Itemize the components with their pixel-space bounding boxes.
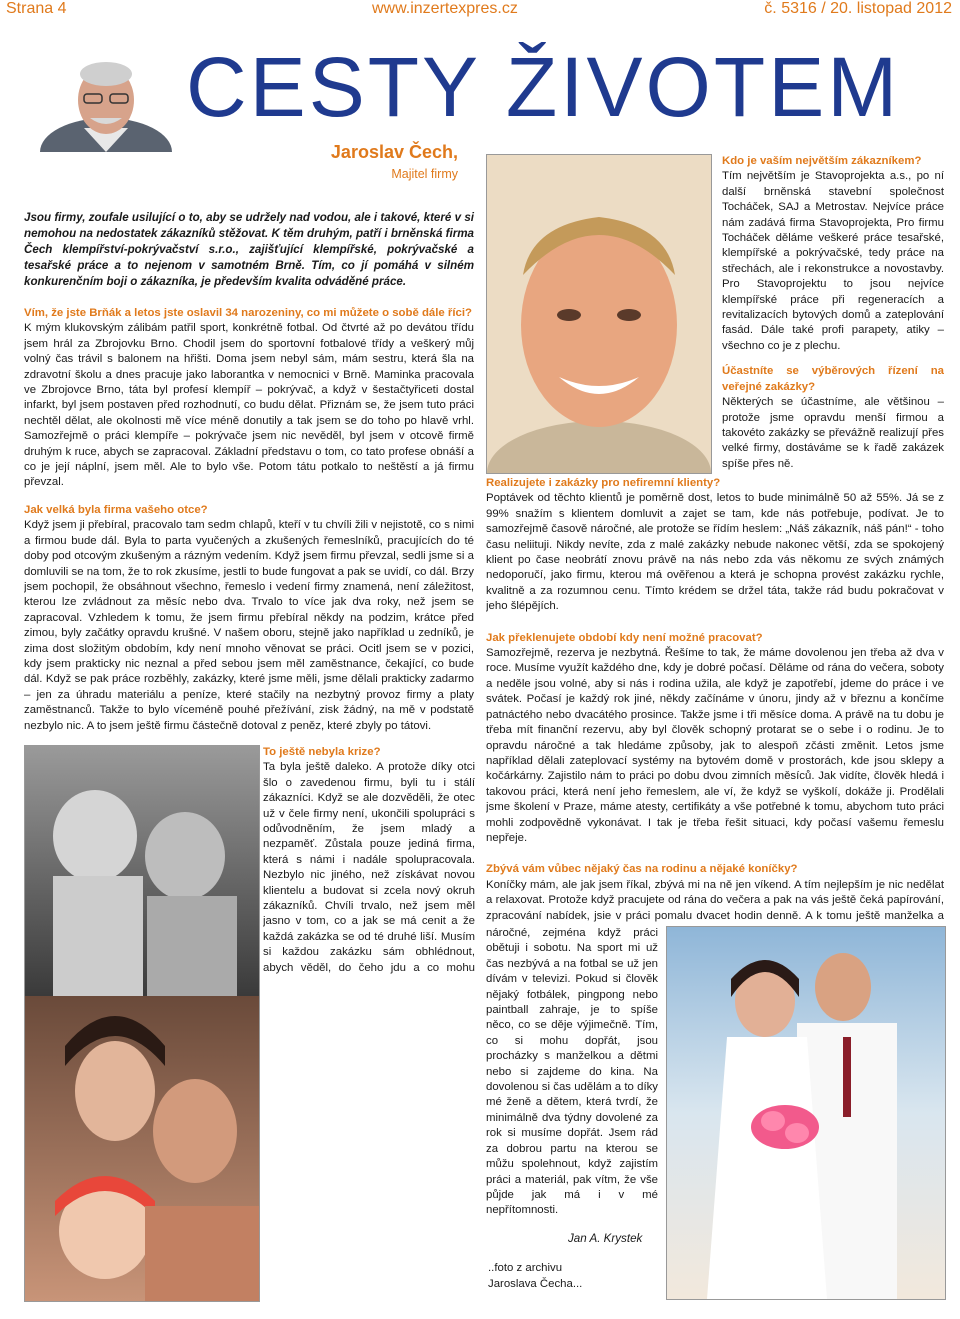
- answer-family-hobbies-start: Koníčky mám, ale jak jsem říkal, zbývá mi na ně jen víkend. A tím nejlepším je nic nedělat a relaxovat. Protože když pracujete od rána do večera a pak na vás ještě čeká papírování, zpracování nabídek, jsie v práci pomalu dvacet hodin denně. A k tomu ještě manželka a: [486, 878, 944, 922]
- family-photo: [24, 745, 260, 1302]
- column-3-wide: [486, 476, 944, 926]
- answer-off-season: Samozřejmě, rezerva je nezbytná. Řešíme to tak, že máme dovolenou jen třeba až dva v roce. Musíme využít každého dne, kdy je dobré počasí. Děláme od rána do večera, soboty a neděle jsou volné, aby si nás i rodina užila, ale když je zapotřebí, jdeme do práce i ve svátek. Počasí je každý rok jiné, někdy začínáme v únoru, jindy až v březnu a končíme patnáctého nebo dvacátého prosince. Takže jsme i tři měsíce doma. A právě na tu dobu je třeba mít finanční rezervu, aby byl člověk schopný protarat se o sebe i o rodinu. Je to opravdu náročné a tak hledáme způsoby, jak to alespoň zčásti změnit. Letos jsme například dělali zateplovací systémy na bytovém domě v prostorách, kde jsou sklepy a kočárkárny. Zajistilo nám to práci po dobu dvou zimních měsíců. Jak vidíte, člověk hledá i takovou práci, která není jeho řemeslem, ale ví, že když se vyškolí, dokáže ji. Prodělali jsme školení v Praze, máme atesty, certifikáty a vše potřebné k tomu, abychom tuto práci mohli zodpovědně vykonávat. I tak je třeba řešit situaci, kdy počasí vašemu řemeslu nepřeje.: [486, 647, 944, 844]
- photo-credit-line-1: ..foto z archivu: [488, 1262, 563, 1274]
- answer-birthday: K mým klukovským zálibám patřil sport, konkrétně fotbal. Od čtvrté až po devátou třídu jsem hrál za Zbrojovku Brno. Chodil jsem do sportovní fotbalové třídy a veškerý můj volný čas trávil s balonem na hřišti. Doma jsem nebyl sám, mám sestru, která šla na zdravotní školu a dnes pracuje jako laborantka v nemocnici v Brně. Maminka pracovala ve Zbrojovce Brno, táta byl profesí klempíř – pokrývač, a když v šestačtyřiceti dostal infarkt, byl jsem postaven před rozhodnutí, co budu dělat. Přiznám se, že jsem tuto práci nechtěl dělat, ale okolnosti mě více méně donutily a tak jsem se do toho po hlavě vrhl. Samozřejmě o práci klempíře – pokrývače jsem nic nevěděl, byl jsem v otcově firmě druhým k ruce, abych se zapracoval. Základní představu o tom, co tato profese obnáší a co je její náplní, jsem měl. Ale to bylo vše. Potom tátu potkalo to neštěstí a já firmu převzal.: [24, 322, 474, 489]
- portrait-young-photo: [486, 154, 712, 474]
- byline-name: Jaroslav Čech,: [330, 142, 458, 162]
- answer-family-hobbies-continued: náročné, zejména když práci obětuji i sobotu. Na sport mi už čas nezbývá a na fotbal se už jen dívám v televizi. Pokud si člověk nějaký fotbálek, pingpong nebo paintball zahraje, je to spíše něco, co se děje výjimečně. Tím, co si mohu dopřát, jsou procházky s manželkou a dětmi nebo si zajdeme do kina. Na dovolenou si čas udělám a to díky mé ženě a dětem, která tvrdí, že minimálně dva týdny dovolené za rok si musíme dopřát. Jsem rád za dobrou partu na kterou se můžu spolehnout, když zajistím práci a materiál, pak vítm, že vše půjde jak má i v mé nepřítomnosti.: [486, 927, 658, 1217]
- question-birthday: Vím, že jste Brňák a letos jste oslavil 34 narozeniny, co mi můžete o sobě dále říci?: [24, 307, 472, 319]
- wedding-photo: [666, 926, 946, 1300]
- spacer: [486, 846, 944, 862]
- website-url[interactable]: www.inzertexpres.cz: [372, 0, 518, 17]
- lead-paragraph: Jsou firmy, zoufale usilující o to, aby se udržely nad vodou, ale i takové, které v si nemohou na nedostatek zákazníků stěžovat. K těm druhým, patří i brněnská firma Čech klempířství-pokrývačství s.r.o., zajišťující klempířské, pokrývačské a tesařské práce a to nejenom v samotném Brně. Tím, co jí pomáhá v silném konkurenčním boji o zákazníka, je především kvalita odváděné práce.: [24, 211, 474, 288]
- spacer: [24, 491, 474, 503]
- column-3-narrow-bottom: [486, 926, 658, 1220]
- issue-date: č. 5316 / 20. listopad 2012: [764, 0, 952, 17]
- answer-crisis: Ta byla ještě daleko. A protože díky otci šlo o zavedenou firmu, byli tu i stálí zákazníci. Když se ale dozvěděli, že otec už v čele firmy není, ukončili spolupráci s odůvodněním, že jsem mladý a nezpaměť. Zůstala pouze jediná firma, která s námi i nadále spolupracovala. Nezbylo nic jiného, než získávat novou klientelu a budovat si zcela nový okruh zákazníků. Chvíli trvalo, než jsem měl jasno v tom, co a jak se má cenit a že každá zakázka se od té druhé liší. Musím si každou zakázku sám obhlédnout, abych věděl, do čeho jdu a co mohu: [263, 761, 475, 974]
- answer-public-tenders: Některých se účastníme, ale většinou – protože jsme opravdu menší firmou a takovéto zakázky se převážně realizují přes velké firmy, dostáváme se k řadě zakázek spíše přes ně.: [722, 396, 944, 470]
- answer-biggest-client: Tím největším je Stavoprojekta a.s., po ní další brněnská stavební společnost Tocháček, SAJ a Metrostav. Nejvíce práce nám zadává firma Stavoprojekta, Pro firmu Tocháček děláme veškeré práce tesařské, klempířské a pokrývačské, tedy práce na střechách, ale i rekonstrukce a novostavby. Pro Stavoprojektu to jsou nejvíce klempířské práce při regeneracích a revitalizacích bytových domů a zateplování fasád. Dále také profi parapety, atiky – všechno co je z plechu.: [722, 170, 944, 352]
- column-2: [263, 745, 475, 975]
- question-public-tenders: Účastníte se výběrových řízení na veřejné zakázky?: [722, 365, 944, 393]
- question-family-hobbies: Zbývá vám vůbec nějaký čas na rodinu a nějaké koníčky?: [486, 863, 798, 876]
- author-name: Jan A. Krystek: [568, 1232, 643, 1245]
- spacer: [486, 615, 944, 631]
- byline-role: Majitel firmy: [391, 167, 458, 181]
- question-off-season: Jak překlenujete období kdy není možné pracovat?: [486, 631, 763, 644]
- answer-firm-size: Když jsem ji přebíral, pracovalo tam sedm chlapů, kteří v tu chvíli žili v nejistotě, co s nimi a firmou bude dál. Byla to parta vyučených a zkušených řemeslníků, pracujících do té doby pod otcovým zkušeným a rázným vedením. Když jsem firmu převzal, sedli jsme si a domluvili se na tom, že to rok zkusíme, jestli to bude fungovat a pak se uvidí, co dál. Brzy jsem pochopil, že obsáhnout všechno, řemeslo i vedení firmy znamená, není záležitost, kterou lze zvládnout za měsíc nebo dva. Trvalo to více jak dva roky, než jsem se zapracoval. Vzhledem k tomu, že jsem firmu přebíral někdy na podzim, krátce před zimou, byly začátky opravdu krušné. V našem oboru, stejně jako například u zedníků, je zima dost složitým obdobím, kdy není mnoho věnovat se práci. Ocitl jsem se v pozici, kdy jsem prakticky nic neznal a před sebou jsem měl zaměstnance, čekající, co bude dál. Když se pak práce rozběhly, zakázky, které jsme měli, jsme dělali prakticky zadarmo – jen za úhradu materiálu a peníze, které stačily na nezbytný provoz firmy a platy zaměstnanců. Takže to bylo víceméně pouhé přežívání, zisk žádný, na mě v podstatě nezbylo nic. A to jsem ještě firmu částečně dotoval z peněz, které zbyly po tátovi.: [24, 519, 474, 732]
- question-private-clients: Realizujete i zakázky pro nefiremní klienty?: [486, 477, 721, 489]
- question-firm-size: Jak velká byla firma vašeho otce?: [24, 503, 208, 516]
- question-crisis: To ještě nebyla krize?: [263, 746, 381, 758]
- answer-private-clients: Poptávek od těchto klientů je poměrně dost, letos to bude minimálně 50 až 55%. Já se z 99% snažím s klientem domluvit a zajet se tam, kde nás potřebuje, podívat. Je to samozřejmě časově náročné, ale protože se řídím heslem: „Náš zákazník, náš pán!“ - toho času neliituji. Nikdy nevíte, zda z malé zakázky nebude nakonec větší, zda se spokojený klient po čase neobrátí znovu právě na nás nebo zda vás někomu ze svých známých nedoporučí, jako firmu, kterou má ověřenou a která je schopna provést zakázku rychle, kvalitně a za rozumnou cenu. Tímto krédem se držel táta, takže rád budu pokračovat v jeho šlépějích.: [486, 492, 944, 613]
- photo-credit-line-2: Jaroslava Čecha...: [488, 1278, 583, 1290]
- column-1: [24, 306, 474, 732]
- column-3-narrow: [722, 154, 944, 472]
- masthead-title: CESTY ŽIVOTEM: [186, 40, 901, 134]
- page-number: Strana 4: [6, 0, 67, 17]
- spacer: [722, 354, 944, 364]
- portrait-owner-photo: [40, 56, 172, 152]
- question-biggest-client: Kdo je vaším největším zákazníkem?: [722, 155, 922, 167]
